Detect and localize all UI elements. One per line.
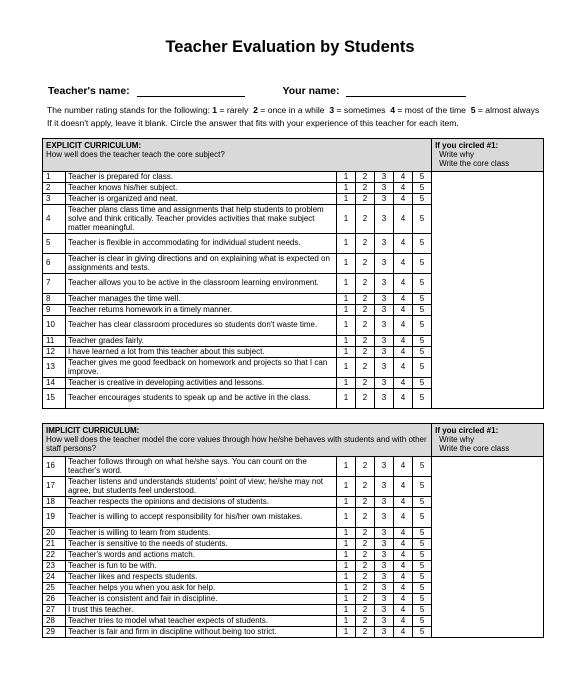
explicit-header-row [43,139,544,172]
rating-option-3[interactable]: 3 [375,605,394,616]
item-statement: Teacher respects the opinions and decisions of students. [66,497,337,508]
rating-option-5[interactable]: 5 [413,294,432,305]
rating-option-1[interactable]: 1 [337,316,356,336]
rating-option-1[interactable]: 1 [337,583,356,594]
rating-option-3[interactable]: 3 [375,561,394,572]
rating-option-4[interactable]: 4 [394,305,413,316]
rating-option-2[interactable]: 2 [356,336,375,347]
rating-option-4[interactable]: 4 [394,358,413,378]
rating-option-5[interactable]: 5 [413,172,432,183]
item-number: 7 [43,274,66,294]
rating-option-4[interactable]: 4 [394,194,413,205]
rating-option-5[interactable]: 5 [413,389,432,409]
rating-option-3[interactable]: 3 [375,572,394,583]
explicit-curriculum-table [42,138,544,409]
legend-4: 4 [390,105,396,115]
rating-option-4[interactable]: 4 [394,477,413,497]
rating-option-4[interactable]: 4 [394,183,413,194]
item-statement: Teacher returns homework in a timely manner. [66,305,337,316]
rating-option-4[interactable]: 4 [394,347,413,358]
legend-2-text: = once in a while [257,105,330,115]
rating-option-3[interactable]: 3 [375,294,394,305]
explicit-question: How well does the teacher teach the core subject? [46,149,225,159]
item-statement: Teacher's words and actions match. [66,550,337,561]
rating-option-3[interactable]: 3 [375,205,394,234]
rating-option-3[interactable]: 3 [375,539,394,550]
rating-option-2[interactable]: 2 [356,528,375,539]
item-statement: Teacher tries to model what teacher expects of students. [66,616,337,627]
rating-option-2[interactable]: 2 [356,347,375,358]
rating-option-3[interactable]: 3 [375,627,394,638]
item-statement: Teacher is fun to be with. [66,561,337,572]
rating-option-3[interactable]: 3 [375,183,394,194]
implicit-header-row [43,424,544,457]
explicit-side-line2: Write the core class [439,158,510,168]
rating-option-1[interactable]: 1 [337,347,356,358]
rating-option-2[interactable]: 2 [356,234,375,254]
rating-option-1[interactable]: 1 [337,294,356,305]
legend-2: 2 [253,105,258,115]
explicit-side-title: If you circled #1: [435,141,499,150]
item-number: 2 [43,183,66,194]
item-number: 1 [43,172,66,183]
rating-option-1[interactable]: 1 [337,497,356,508]
item-statement: Teacher is consistent and fair in discipline. [66,594,337,605]
item-number: 11 [43,336,66,347]
rating-option-5[interactable]: 5 [413,616,432,627]
rating-option-5[interactable]: 5 [413,183,432,194]
item-number: 9 [43,305,66,316]
rating-option-1[interactable]: 1 [337,508,356,528]
item-number: 24 [43,572,66,583]
rating-option-1[interactable]: 1 [337,605,356,616]
rating-option-2[interactable]: 2 [356,294,375,305]
item-number: 18 [43,497,66,508]
rating-option-1[interactable]: 1 [337,616,356,627]
item-number: 16 [43,457,66,477]
rating-option-1[interactable]: 1 [337,234,356,254]
item-number: 15 [43,389,66,409]
rating-option-5[interactable]: 5 [413,358,432,378]
rating-option-3[interactable]: 3 [375,194,394,205]
item-statement: I have learned a lot from this teacher about this subject. [66,347,337,358]
rating-option-2[interactable]: 2 [356,477,375,497]
rating-option-2[interactable]: 2 [356,172,375,183]
rating-option-1[interactable]: 1 [337,378,356,389]
rating-option-2[interactable]: 2 [356,378,375,389]
item-statement: Teacher follows through on what he/she says. You can count on the teacher's word. [66,457,337,477]
item-number: 17 [43,477,66,497]
legend-1-text: = rarely [217,105,254,115]
rating-option-2[interactable]: 2 [356,583,375,594]
rating-option-2[interactable]: 2 [356,316,375,336]
item-statement: Teacher helps you when you ask for help. [66,583,337,594]
your-name-field[interactable] [346,84,466,97]
rating-option-2[interactable]: 2 [356,594,375,605]
rating-option-4[interactable]: 4 [394,572,413,583]
rating-option-4[interactable]: 4 [394,583,413,594]
implicit-question: How well does the teacher model the core values through how he/she behaves with students and with other staff persons? [46,434,427,453]
rating-option-5[interactable]: 5 [413,528,432,539]
item-statement: Teacher is willing to accept responsibility for his/her own mistakes. [66,508,337,528]
item-statement: Teacher is willing to learn from students. [66,528,337,539]
rating-option-4[interactable]: 4 [394,234,413,254]
rating-option-5[interactable]: 5 [413,497,432,508]
rating-option-5[interactable]: 5 [413,477,432,497]
rating-option-5[interactable]: 5 [413,561,432,572]
item-statement: Teacher is clear in giving directions and on explaining what is expected on assignments and tests. [66,254,337,274]
implicit-side-line2: Write the core class [439,443,510,453]
rating-option-2[interactable]: 2 [356,194,375,205]
rating-option-4[interactable]: 4 [394,336,413,347]
rating-option-3[interactable]: 3 [375,616,394,627]
rating-option-4[interactable]: 4 [394,378,413,389]
rating-option-3[interactable]: 3 [375,497,394,508]
rating-option-2[interactable]: 2 [356,605,375,616]
item-statement: Teacher knows his/her subject. [66,183,337,194]
rating-option-5[interactable]: 5 [413,572,432,583]
implicit-curriculum-table [42,423,544,638]
item-number: 28 [43,616,66,627]
item-statement: Teacher grades fairly. [66,336,337,347]
rating-option-5[interactable]: 5 [413,336,432,347]
item-number: 19 [43,508,66,528]
teacher-name-field[interactable] [137,84,245,97]
rating-option-1[interactable]: 1 [337,627,356,638]
item-row [43,172,544,183]
item-number: 8 [43,294,66,305]
rating-option-5[interactable]: 5 [413,550,432,561]
rating-option-1[interactable]: 1 [337,572,356,583]
item-number: 25 [43,583,66,594]
rating-option-1[interactable]: 1 [337,539,356,550]
rating-option-1[interactable]: 1 [337,594,356,605]
teacher-name-label: Teacher's name: [48,85,130,97]
item-statement: Teacher is prepared for class. [66,172,337,183]
rating-option-3[interactable]: 3 [375,274,394,294]
name-fields [48,84,466,97]
rating-option-5[interactable]: 5 [413,234,432,254]
rating-option-5[interactable]: 5 [413,205,432,234]
rating-option-4[interactable]: 4 [394,539,413,550]
rating-option-2[interactable]: 2 [356,358,375,378]
rating-option-2[interactable]: 2 [356,497,375,508]
rating-option-5[interactable]: 5 [413,539,432,550]
rating-option-5[interactable]: 5 [413,316,432,336]
rating-option-5[interactable]: 5 [413,583,432,594]
rating-option-3[interactable]: 3 [375,378,394,389]
rating-option-2[interactable]: 2 [356,550,375,561]
item-statement: Teacher is creative in developing activities and lessons. [66,378,337,389]
rating-option-3[interactable]: 3 [375,457,394,477]
item-number: 27 [43,605,66,616]
item-statement: Teacher is sensitive to the needs of students. [66,539,337,550]
rating-option-5[interactable]: 5 [413,627,432,638]
implicit-header [43,424,432,457]
rating-option-3[interactable]: 3 [375,254,394,274]
rating-option-1[interactable]: 1 [337,274,356,294]
explicit-comment-box[interactable] [432,172,544,409]
rating-option-3[interactable]: 3 [375,316,394,336]
rating-option-3[interactable]: 3 [375,583,394,594]
rating-option-5[interactable]: 5 [413,508,432,528]
item-statement: Teacher manages the time well. [66,294,337,305]
item-number: 6 [43,254,66,274]
legend-5-text: = almost always [475,105,540,115]
item-statement: Teacher has clear classroom procedures so students don't waste time. [66,316,337,336]
rating-option-4[interactable]: 4 [394,457,413,477]
rating-option-2[interactable]: 2 [356,572,375,583]
item-statement: I trust this teacher. [66,605,337,616]
instructions [47,104,567,129]
page-title: Teacher Evaluation by Students [165,38,415,56]
rating-option-3[interactable]: 3 [375,508,394,528]
rating-option-2[interactable]: 2 [356,627,375,638]
rating-option-1[interactable]: 1 [337,305,356,316]
your-name-label: Your name: [282,85,340,97]
rating-option-5[interactable]: 5 [413,378,432,389]
rating-option-2[interactable]: 2 [356,274,375,294]
rating-option-4[interactable]: 4 [394,389,413,409]
item-statement: Teacher gives me good feedback on homework and projects so that I can improve. [66,358,337,378]
rating-option-1[interactable]: 1 [337,561,356,572]
rating-option-4[interactable]: 4 [394,254,413,274]
implicit-side-header [432,424,544,457]
rating-option-2[interactable]: 2 [356,254,375,274]
rating-option-5[interactable]: 5 [413,594,432,605]
instructions-line-2: If it doesn't apply, leave it blank. Circle the answer that fits with your experience of this teacher for each item. [47,117,459,128]
rating-option-4[interactable]: 4 [394,172,413,183]
rating-option-5[interactable]: 5 [413,254,432,274]
item-number: 10 [43,316,66,336]
item-number: 4 [43,205,66,234]
rating-option-4[interactable]: 4 [394,508,413,528]
rating-option-5[interactable]: 5 [413,274,432,294]
rating-option-3[interactable]: 3 [375,594,394,605]
rating-option-4[interactable]: 4 [394,316,413,336]
rating-option-5[interactable]: 5 [413,305,432,316]
rating-option-2[interactable]: 2 [356,508,375,528]
legend-5: 5 [470,105,476,115]
rating-option-2[interactable]: 2 [356,305,375,316]
item-row [43,457,544,477]
item-statement: Teacher is flexible in accommodating for individual student needs. [66,234,337,254]
item-statement: Teacher is organized and neat. [66,194,337,205]
rating-option-3[interactable]: 3 [375,336,394,347]
rating-option-2[interactable]: 2 [356,561,375,572]
rating-option-1[interactable]: 1 [337,389,356,409]
rating-option-2[interactable]: 2 [356,457,375,477]
rating-option-4[interactable]: 4 [394,528,413,539]
rating-option-3[interactable]: 3 [375,528,394,539]
legend-1: 1 [212,105,218,115]
item-statement: Teacher listens and understands students' point of view; he/she may not agree, but students feel understood. [66,477,337,497]
rating-legend [47,104,567,117]
item-number: 3 [43,194,66,205]
rating-option-3[interactable]: 3 [375,347,394,358]
implicit-heading: IMPLICIT CURRICULUM: [46,426,140,435]
rating-option-4[interactable]: 4 [394,550,413,561]
rating-option-3[interactable]: 3 [375,477,394,497]
rating-option-3[interactable]: 3 [375,389,394,409]
rating-option-2[interactable]: 2 [356,205,375,234]
rating-option-4[interactable]: 4 [394,605,413,616]
legend-prefix: The number rating stands for the following: [47,105,213,115]
rating-option-1[interactable]: 1 [337,254,356,274]
item-number: 20 [43,528,66,539]
item-number: 12 [43,347,66,358]
rating-option-5[interactable]: 5 [413,194,432,205]
legend-4-text: = most of the time [395,105,471,115]
rating-option-3[interactable]: 3 [375,358,394,378]
rating-option-4[interactable]: 4 [394,294,413,305]
rating-option-2[interactable]: 2 [356,616,375,627]
item-statement: Teacher is fair and firm in discipline without being too strict. [66,627,337,638]
item-number: 13 [43,358,66,378]
explicit-side-header [432,139,544,172]
item-number: 22 [43,550,66,561]
rating-option-5[interactable]: 5 [413,347,432,358]
rating-option-4[interactable]: 4 [394,205,413,234]
item-number: 29 [43,627,66,638]
item-number: 14 [43,378,66,389]
implicit-side-line1: Write why [439,434,475,444]
legend-3-text: = sometimes [334,105,391,115]
item-statement: Teacher likes and respects students. [66,572,337,583]
explicit-heading: EXPLICIT CURRICULUM: [46,141,142,150]
rating-option-1[interactable]: 1 [337,336,356,347]
rating-option-3[interactable]: 3 [375,550,394,561]
implicit-side-title: If you circled #1: [435,426,499,435]
item-number: 23 [43,561,66,572]
rating-option-1[interactable]: 1 [337,194,356,205]
rating-option-2[interactable]: 2 [356,539,375,550]
rating-option-2[interactable]: 2 [356,389,375,409]
rating-option-4[interactable]: 4 [394,274,413,294]
rating-option-1[interactable]: 1 [337,477,356,497]
item-number: 21 [43,539,66,550]
rating-option-1[interactable]: 1 [337,183,356,194]
rating-option-3[interactable]: 3 [375,234,394,254]
rating-option-1[interactable]: 1 [337,205,356,234]
rating-option-4[interactable]: 4 [394,616,413,627]
item-statement: Teacher allows you to be active in the classroom learning environment. [66,274,337,294]
legend-3: 3 [329,105,335,115]
rating-option-2[interactable]: 2 [356,183,375,194]
rating-option-4[interactable]: 4 [394,561,413,572]
rating-option-1[interactable]: 1 [337,550,356,561]
rating-option-1[interactable]: 1 [337,358,356,378]
item-number: 26 [43,594,66,605]
rating-option-1[interactable]: 1 [337,172,356,183]
explicit-side-line1: Write why [439,149,475,159]
rating-option-1[interactable]: 1 [337,528,356,539]
item-statement: Teacher plans class time and assignments that help students to problem solve and think critically. Teacher provides activities that make subject matter meaningful. [66,205,337,234]
rating-option-4[interactable]: 4 [394,497,413,508]
rating-option-3[interactable]: 3 [375,305,394,316]
rating-option-4[interactable]: 4 [394,594,413,605]
item-statement: Teacher encourages students to speak up and be active in the class. [66,389,337,409]
item-number: 5 [43,234,66,254]
explicit-header [43,139,432,172]
rating-option-1[interactable]: 1 [337,457,356,477]
rating-option-4[interactable]: 4 [394,627,413,638]
rating-option-5[interactable]: 5 [413,605,432,616]
implicit-comment-box[interactable] [432,457,544,638]
rating-option-3[interactable]: 3 [375,172,394,183]
rating-option-5[interactable]: 5 [413,457,432,477]
